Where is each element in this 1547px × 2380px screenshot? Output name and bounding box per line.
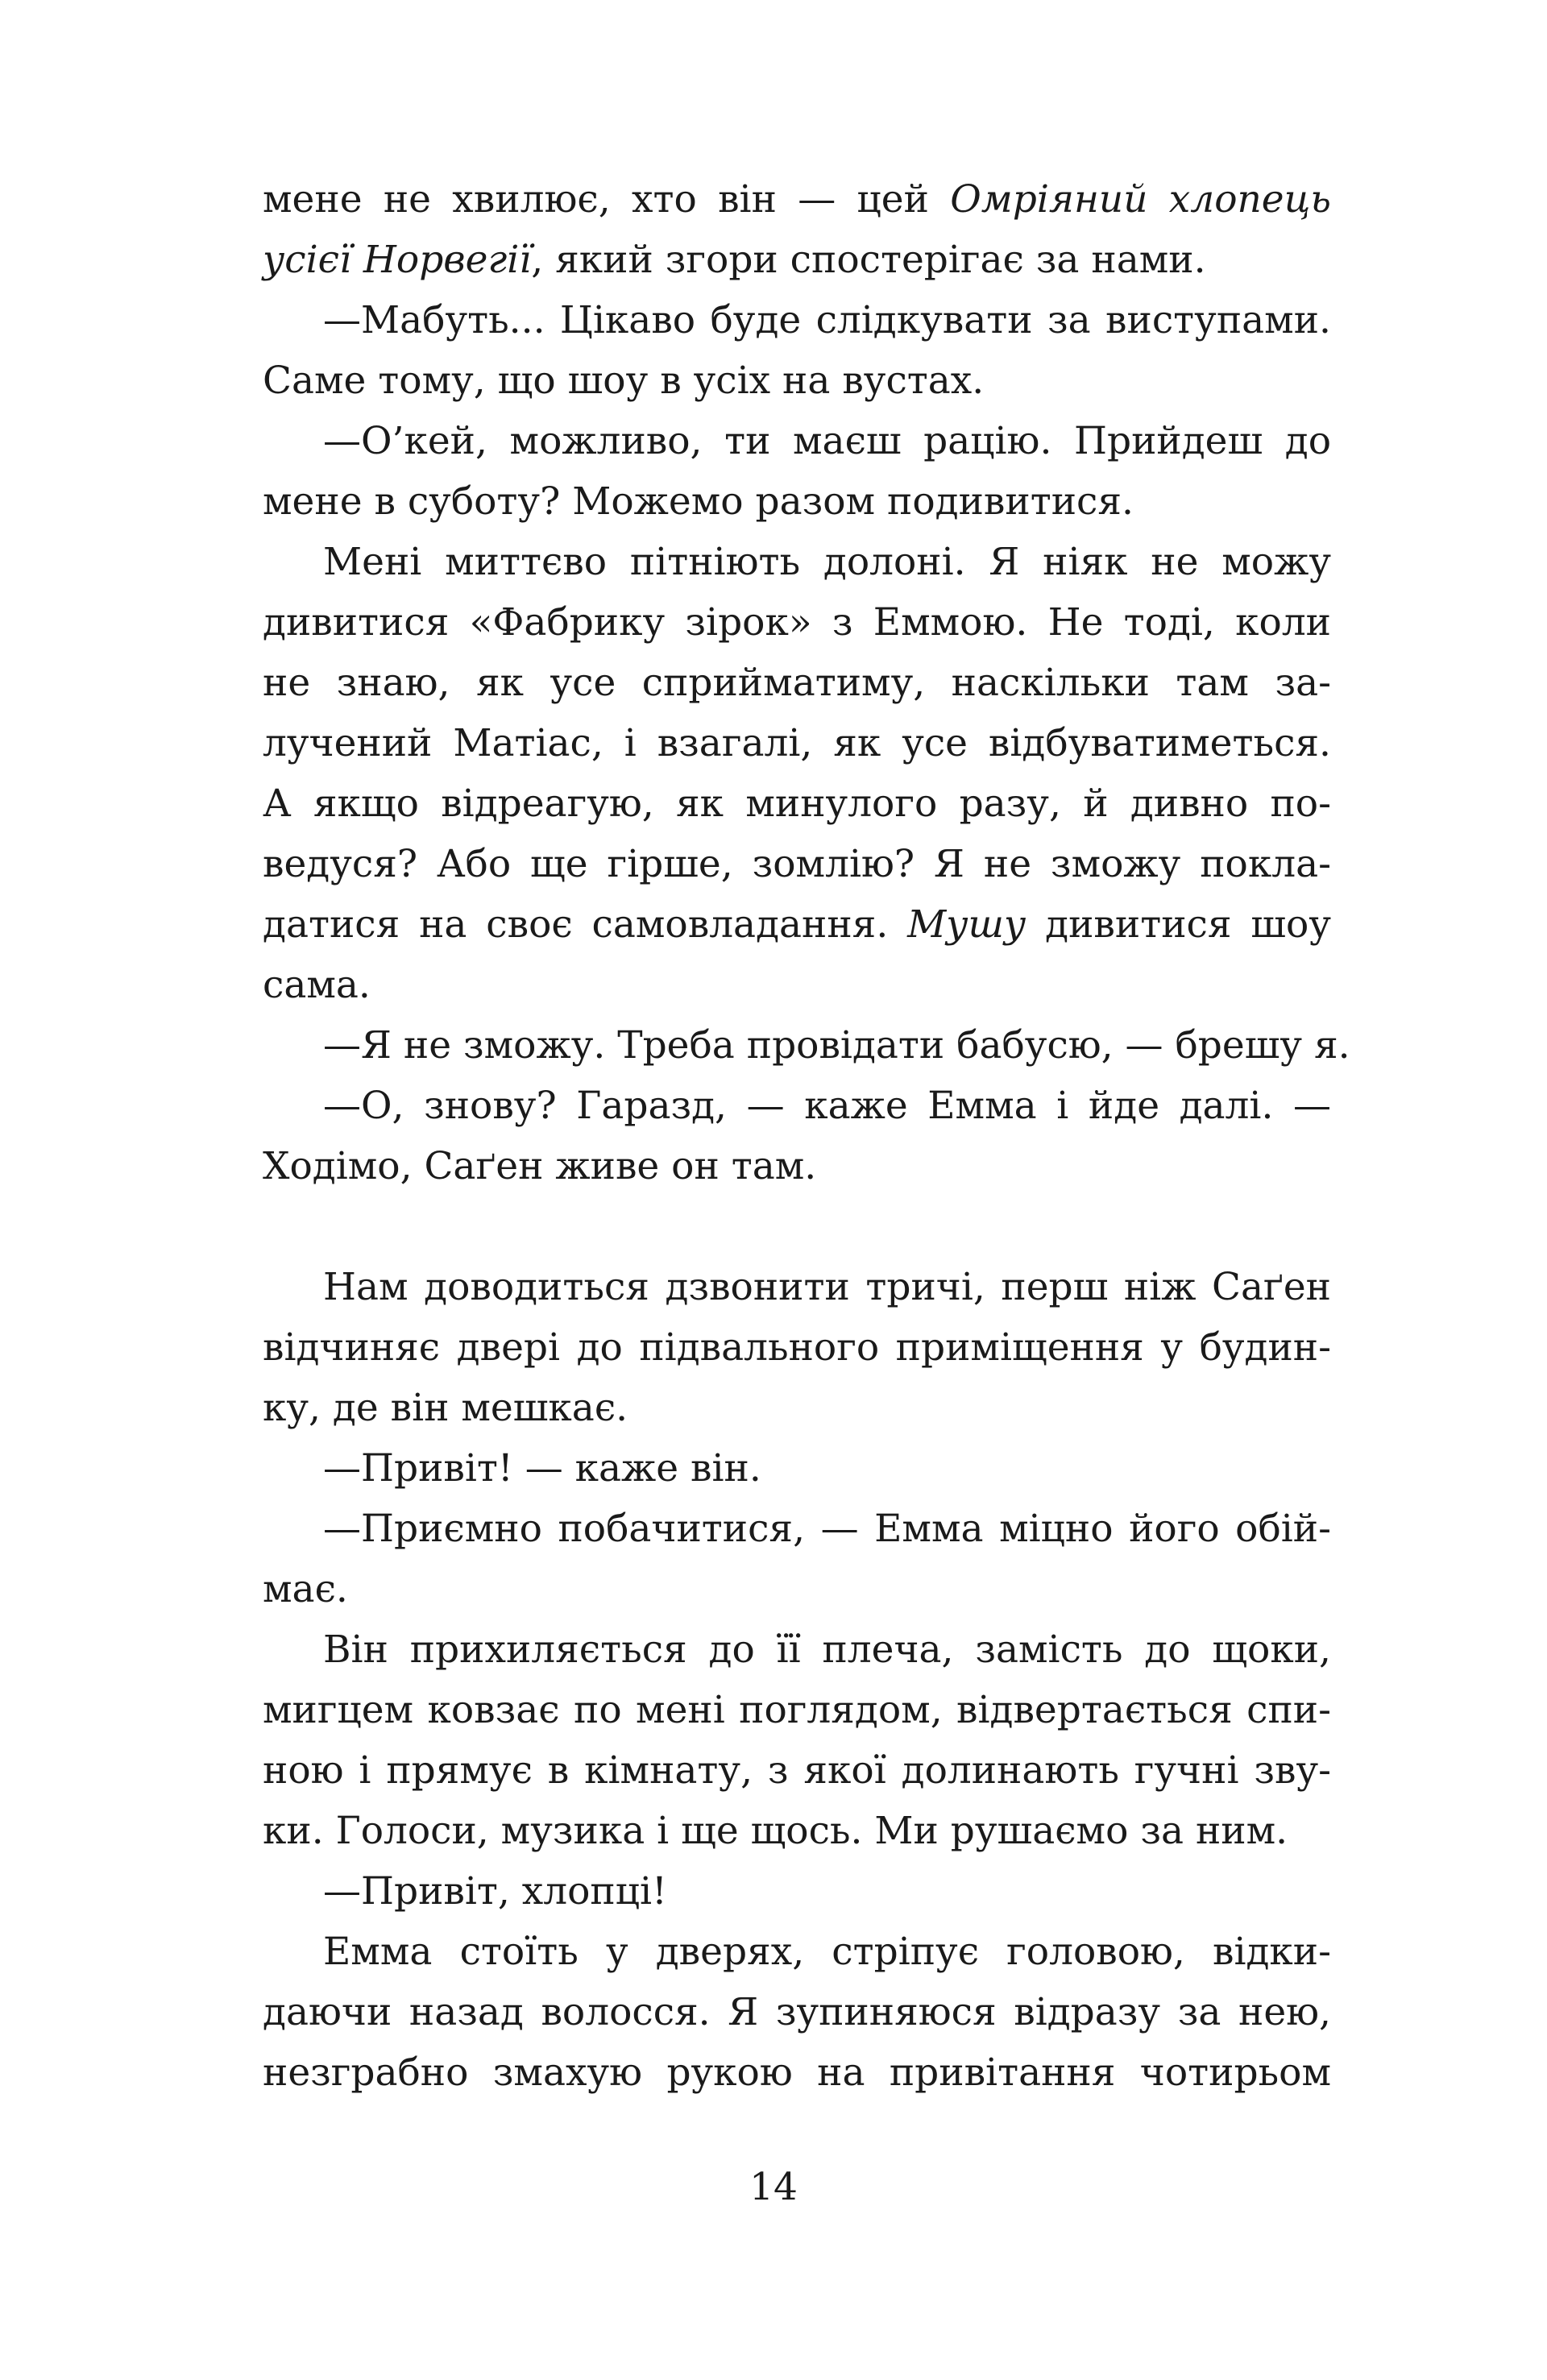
text-line: —Привіт! — каже він. <box>323 1446 761 1491</box>
text-line: А якщо відреагую, як минулого разу, й дивно по- <box>263 782 1331 826</box>
text-line: —Я не зможу. Треба провідати бабусю, — брешу я. <box>323 1023 1350 1068</box>
text-line: Нам доводиться дзвонити тричі, перш ніж Саґен <box>323 1265 1331 1309</box>
text-line: —О, знову? Гаразд, — каже Емма і йде далі. — <box>323 1084 1331 1128</box>
text-line: —Привіт, хлопці! <box>323 1869 667 1914</box>
text-line: Він прихиляється до її плеча, замість до щоки, <box>323 1627 1331 1672</box>
text-line: усієї Норвегії, який згори спостерігає за нами. <box>263 238 1206 282</box>
book-page-text <box>263 169 1350 2103</box>
text-line: ведуся? Або ще гірше, зомлію? Я не зможу покла- <box>263 842 1331 886</box>
text-line: ки. Голоси, музика і ще щось. Ми рушаємо за ним. <box>263 1809 1288 1853</box>
text-line: лучений Матіас, і взагалі, як усе відбуватиметься. <box>263 721 1331 765</box>
text-line: —Мабуть... Цікаво буде слідкувати за виступами. <box>323 298 1331 342</box>
text-line: Саме тому, що шоу в усіх на вустах. <box>263 359 985 403</box>
text-line: дивитися «Фабрику зірок» з Еммою. Не тоді, коли <box>263 600 1331 645</box>
text-line: Ходімо, Саґен живе он там. <box>263 1144 817 1188</box>
text-line: не знаю, як усе сприйматиму, наскільки там за- <box>263 661 1331 705</box>
text-line: Мені миттєво пітніють долоні. Я ніяк не можу <box>323 540 1331 584</box>
text-line: ною і прямує в кімнату, з якої долинають гучні зву- <box>263 1748 1331 1793</box>
text-line: сама. <box>263 963 371 1007</box>
text-line: —Приємно побачитися, — Емма міцно його обій- <box>323 1507 1331 1551</box>
page-number: 14 <box>749 2165 798 2209</box>
text-line: мене не хвилює, хто він — цей Омріяний хлопець <box>263 177 1331 222</box>
text-line: ку, де він мешкає. <box>263 1386 628 1430</box>
text-line: —О’кей, можливо, ти маєш рацію. Прийдеш до <box>323 419 1331 463</box>
text-line: має. <box>263 1567 348 1611</box>
text-line: Емма стоїть у дверях, стріпує головою, відки- <box>323 1930 1331 1974</box>
text-line: незграбно змахую рукою на привітання чотирьом <box>263 2050 1331 2095</box>
text-line: датися на своє самовладання. Мушу дивитися шоу <box>263 902 1331 947</box>
text-line: мигцем ковзає по мені поглядом, відвертається спи- <box>263 1688 1331 1732</box>
text-line: мене в суботу? Можемо разом подивитися. <box>263 479 1134 524</box>
section-break <box>263 1196 1331 1257</box>
text-line: даючи назад волосся. Я зупиняюся відразу за нею, <box>263 1990 1331 2034</box>
text-line: відчиняє двері до підвального приміщення у будин- <box>263 1325 1331 1370</box>
